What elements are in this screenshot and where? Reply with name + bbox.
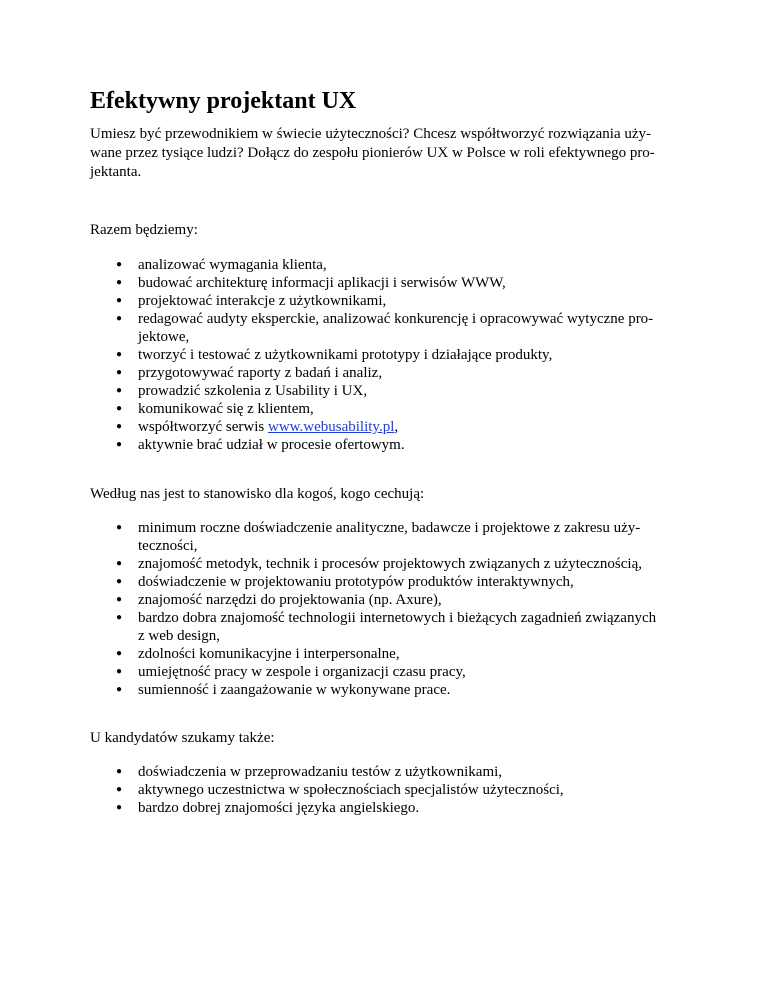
list-item-continuation: teczności, bbox=[138, 538, 198, 554]
list-item: ● budować architekturę informacji aplikacji i serwisów WWW, bbox=[116, 275, 506, 291]
section2-heading: Według nas jest to stanowisko dla kogoś, kogo cechują: bbox=[90, 486, 425, 502]
bullet-icon: ● bbox=[116, 295, 123, 306]
section3-list bbox=[0, 763, 768, 817]
list-item: ● bardzo dobra znajomość technologii internetowych i bieżących zagadnień związanych bbox=[116, 610, 657, 626]
bullet-icon: ● bbox=[116, 421, 123, 432]
section1-list bbox=[0, 256, 768, 454]
intro-line: wane przez tysiące ludzi? Dołącz do zespołu pionierów UX w Polsce w roli efektywnego pro- bbox=[90, 145, 655, 161]
list-item: ● minimum roczne doświadczenie analityczne, badawcze i projektowe z zakresu uży- bbox=[116, 520, 641, 536]
bullet-icon: ● bbox=[116, 403, 123, 414]
bullet-icon: ● bbox=[116, 439, 123, 450]
list-item: ● projektować interakcje z użytkownikami, bbox=[116, 293, 387, 309]
bullet-icon: ● bbox=[116, 684, 123, 695]
section1-heading: Razem będziemy: bbox=[90, 222, 198, 238]
list-item: ● tworzyć i testować z użytkownikami prototypy i działające produkty, bbox=[116, 347, 553, 363]
bullet-icon: ● bbox=[116, 612, 123, 623]
bullet-icon: ● bbox=[116, 594, 123, 605]
bullet-icon: ● bbox=[116, 666, 123, 677]
webusability-link[interactable]: www.webusability.pl bbox=[267, 419, 395, 435]
list-item: ● umiejętność pracy w zespole i organizacji czasu pracy, bbox=[116, 664, 466, 680]
bullet-icon: ● bbox=[116, 385, 123, 396]
list-item: ● znajomość narzędzi do projektowania (np. Axure), bbox=[116, 592, 442, 608]
list-item: ● redagować audyty eksperckie, analizować konkurencję i opracowywać wytyczne pro- bbox=[116, 311, 654, 327]
list-item: ● bardzo dobrej znajomości języka angielskiego. bbox=[116, 800, 420, 816]
list-item: ● znajomość metodyk, technik i procesów projektowych związanych z użytecznością, bbox=[116, 556, 642, 572]
intro-line: jektanta. bbox=[90, 164, 142, 180]
list-item-with-link: ● współtworzyć serwis www.webusability.pl, bbox=[116, 419, 399, 435]
list-item: ● sumienność i zaangażowanie w wykonywane prace. bbox=[116, 682, 451, 698]
bullet-icon: ● bbox=[116, 367, 123, 378]
bullet-icon: ● bbox=[116, 313, 123, 324]
list-item-continuation: jektowe, bbox=[138, 329, 190, 345]
bullet-icon: ● bbox=[116, 576, 123, 587]
bullet-icon: ● bbox=[116, 522, 123, 533]
bullet-icon: ● bbox=[116, 766, 123, 777]
list-item: ● przygotowywać raporty z badań i analiz, bbox=[116, 365, 383, 381]
intro-paragraph bbox=[90, 125, 655, 182]
bullet-icon: ● bbox=[116, 349, 123, 360]
intro-line: Umiesz być przewodnikiem w świecie użyteczności? Chcesz współtworzyć rozwiązania uży- bbox=[90, 126, 652, 142]
bullet-icon: ● bbox=[116, 259, 123, 270]
list-item: ● doświadczenia w przeprowadzaniu testów z użytkownikami, bbox=[116, 764, 503, 780]
section2-list bbox=[0, 519, 768, 699]
list-item: ● aktywnie brać udział w procesie ofertowym. bbox=[116, 437, 405, 453]
list-item-continuation: z web design, bbox=[138, 628, 221, 644]
list-item: ● zdolności komunikacyjne i interpersonalne, bbox=[116, 646, 400, 662]
list-item: ● aktywnego uczestnictwa w społecznościach specjalistów użyteczności, bbox=[116, 782, 564, 798]
bullet-icon: ● bbox=[116, 648, 123, 659]
list-item: ● doświadczenie w projektowaniu prototypów produktów interaktywnych, bbox=[116, 574, 574, 590]
bullet-icon: ● bbox=[116, 784, 123, 795]
list-item: ● prowadzić szkolenia z Usability i UX, bbox=[116, 383, 368, 399]
list-item: ● komunikować się z klientem, bbox=[116, 401, 314, 417]
section3-heading: U kandydatów szukamy także: bbox=[90, 730, 275, 746]
bullet-icon: ● bbox=[116, 558, 123, 569]
bullet-icon: ● bbox=[116, 277, 123, 288]
page-title: Efektywny projektant UX bbox=[90, 88, 357, 114]
bullet-icon: ● bbox=[116, 802, 123, 813]
list-item: ● analizować wymagania klienta, bbox=[116, 257, 327, 273]
